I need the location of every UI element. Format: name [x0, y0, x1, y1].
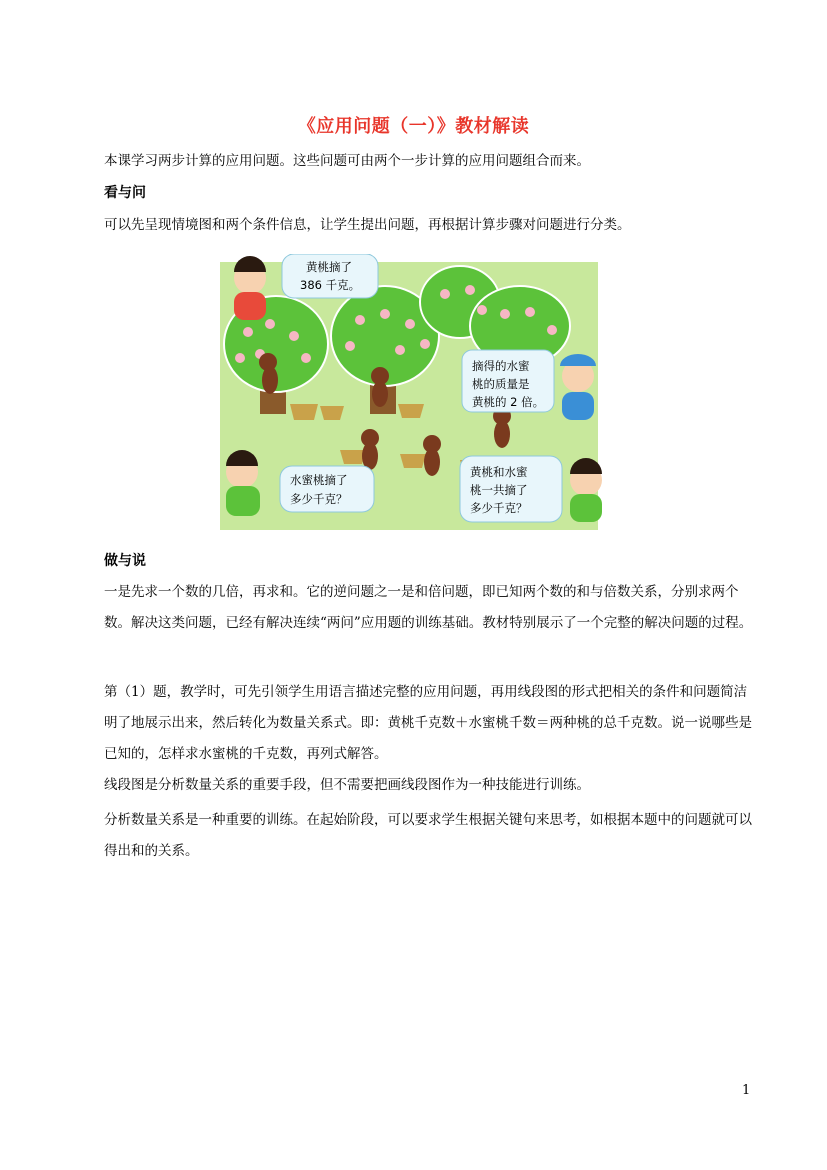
bubble4-line1: 黄桃和水蜜: [470, 465, 528, 479]
bubble1-line1: 黄桃摘了: [306, 260, 352, 274]
bubble2-line2: 桃的质量是: [472, 377, 530, 391]
section-heading-do-say: 做与说: [104, 553, 146, 569]
section-heading-look-ask: 看与问: [104, 185, 146, 201]
bubble1-line2: 386 千克。: [300, 278, 361, 292]
do-say-paragraph-2: 第（1）题，教学时，可先引领学生用语言描述完整的应用问题，再用线段图的形式把相关的条件和问题简洁明了地展示出来，然后转化为数量关系式。即：黄桃千克数＋水蜜桃千数＝两种桃的总千克数。说一说哪些是已知的，怎样求水蜜桃的千克数，再列式解答。: [104, 684, 752, 762]
page-number: 1: [742, 1083, 751, 1098]
do-say-paragraph-3: 线段图是分析数量关系的重要手段，但不需要把画线段图作为一种技能进行训练。: [104, 777, 590, 793]
look-ask-paragraph: 可以先呈现情境图和两个条件信息，让学生提出问题，再根据计算步骤对问题进行分类。: [104, 217, 631, 233]
intro-paragraph: 本课学习两步计算的应用问题。这些问题可由两个一步计算的应用问题组合而来。: [104, 153, 590, 169]
bubble3-line1: 水蜜桃摘了: [290, 473, 348, 487]
bubble2-line3: 黄桃的 2 倍。: [472, 395, 545, 409]
do-say-paragraph-1: 一是先求一个数的几倍，再求和。它的逆问题之一是和倍问题，即已知两个数的和与倍数关系，分别求两个数。解决这类问题，已经有解决连续“两问”应用题的训练基础。教材特别展示了一个完整的解决问题的过程。: [104, 584, 753, 631]
bubble4-line3: 多少千克？: [470, 501, 528, 515]
peach-orchard-illustration: [220, 254, 618, 532]
bubble2-line1: 摘得的水蜜: [472, 359, 530, 373]
bubble3-line2: 多少千克？: [290, 492, 348, 506]
bubble4-line2: 桃一共摘了: [470, 483, 528, 497]
document-title: 《应用问题（一）》教材解读: [297, 116, 530, 137]
do-say-paragraph-4: 分析数量关系是一种重要的训练。在起始阶段，可以要求学生根据关键句来思考，如根据本题中的问题就可以得出和的关系。: [104, 812, 752, 859]
